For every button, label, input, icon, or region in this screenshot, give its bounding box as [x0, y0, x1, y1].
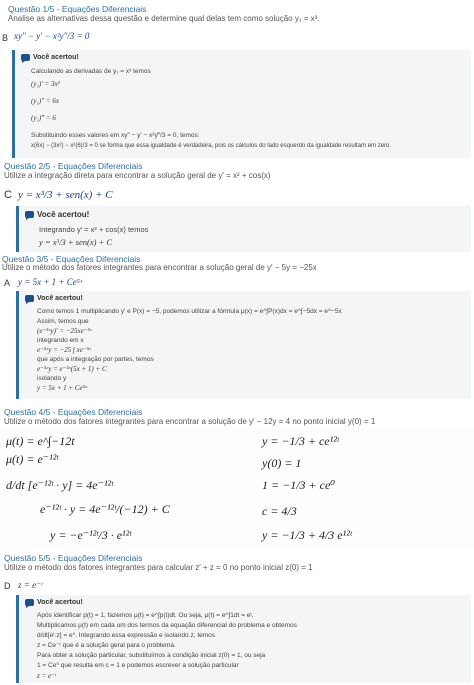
q3-fb-line: y = 5x + 1 + Ce⁵ˣ [37, 384, 88, 392]
q5-fb-line: Multiplicamos μ(t) em cada um dos termos da equação diferencial do problema e obtemos [37, 622, 297, 629]
hand-right-line: y = −1/3 + 4/3 e¹²ᵗ [262, 528, 352, 542]
q5-feedback-title: Você acertou! [37, 599, 83, 606]
q5-fb-line: z = e⁻ᵗ [37, 672, 56, 680]
q2-fb-line: y = x³/3 + sen(x) + C [39, 237, 113, 247]
q2-feedback-title: Você acertou! [37, 210, 90, 219]
q2-text: Utilize a integração direta para encontrar a solução geral de y′ = x² + cos(x) [4, 171, 271, 180]
q1-feedback-body [31, 66, 467, 152]
q1-answer[interactable]: xy″ − y′ − x²y″/3 = 0 [14, 31, 90, 41]
q2-fb-line: Integrando y′ = x² + cos(x) temos [39, 225, 149, 234]
q1-feedback-title: Você acertou! [33, 54, 79, 61]
q5-text: Utilize o método dos fatores integrantes para calcular z′ + z = 0 no ponto inicial z(0) = 1 [4, 563, 313, 572]
q5-fb-line: Após identificar p(t) = 1, fazemos μ(t) = e^∫p(t)dt. Ou seja, μ(t) = e^∫1dt = eᵗ. [37, 612, 254, 619]
q5-fb-line: z = Ce⁻ᵗ que é a solução geral para o problema. [37, 642, 176, 649]
hand-right-line: y = −1/3 + ce¹²ᵗ [262, 434, 339, 448]
q3-fb-line: Como temos 1 multiplicando y′ e P(x) = −5, podemos utilizar a fórmula μ(x) = e^∫P(x)dx = e^∫−5dx = e^−5x [37, 308, 342, 315]
hand-right-line: c = 4/3 [262, 504, 297, 518]
q3-fb-line: e⁻⁵ˣy = −25 ∫ xe⁻⁵ˣ [37, 346, 92, 354]
q3-fb-line: (e⁻⁵ˣy)′ = −25xe⁻⁵ˣ [37, 327, 92, 335]
q1-fb-line: Substituindo esses valores em xy″ − y′ − x²y‴/3 = 0, temos: [31, 132, 200, 139]
q2-title: Questão 2/5 - Equações Diferenciais [4, 161, 143, 171]
q5-fb-line: Para obter a solução particular, substituímos a condição inicial z(0) = 1, ou seja [37, 652, 266, 659]
q1-text: Analise as alternativas dessa questão e determine qual delas tem como solução y₁ = x³. [8, 14, 320, 23]
q1-fb-line: (y₁)′ = 3x² [31, 80, 60, 88]
q5-feedback-body [37, 611, 467, 681]
hand-right-line: y(0) = 1 [262, 456, 302, 470]
q3-fb-line: integrando em x [37, 337, 84, 344]
q5-feedback [16, 595, 471, 683]
q1-fb-line: (y₁)″ = 6x [31, 97, 59, 105]
q2-letter[interactable]: C [4, 189, 12, 201]
q1-fb-line: (y₁)‴ = 6 [31, 114, 56, 122]
q3-feedback [16, 291, 471, 399]
hand-right-line: 1 = −1/3 + ce⁰ [262, 478, 336, 492]
speech-bubble-icon [25, 295, 34, 302]
q3-feedback-header [25, 295, 83, 302]
hand-left-line: y = −e⁻¹²ᵗ/3 · e¹²ᵗ [50, 528, 132, 542]
hand-left-line: d/dt [e⁻¹²ᵗ · y] = 4e⁻¹²ᵗ [6, 478, 114, 492]
q3-title: Questão 3/5 - Equações Diferenciais [2, 254, 141, 264]
q3-fb-line: que após a integração por partes, temos [37, 356, 154, 363]
q1-title: Questão 1/5 - Equações Diferenciais [8, 4, 147, 14]
q5-letter[interactable]: D [4, 581, 11, 591]
q3-fb-line: Assim, temos que [37, 318, 89, 325]
q3-fb-line: e⁻⁵ˣy = e⁻⁵ˣ(5x + 1) + C [37, 365, 107, 373]
q4-title: Questão 4/5 - Equações Diferenciais [4, 407, 143, 417]
q5-answer[interactable]: z = e⁻ᵗ [18, 580, 43, 590]
hand-left-line: μ(t) = e^∫−12t [6, 434, 75, 448]
hand-left-line: e⁻¹²ᵗ · y = 4e⁻¹²ᵗ/(−12) + C [40, 502, 170, 516]
q2-feedback-header [25, 210, 89, 219]
q5-title: Questão 5/5 - Equações Diferenciais [4, 553, 143, 563]
q4-text: Utilize o método dos fatores integrantes para encontrar a solução de y′ − 12y = 4 no ponto inicial y(0) = 1 [4, 417, 376, 426]
q2-feedback [16, 206, 471, 252]
q1-letter[interactable]: B [2, 33, 9, 43]
q5-feedback-header [25, 599, 83, 606]
q3-feedback-title: Você acertou! [37, 295, 83, 302]
q3-fb-line: isolando y [37, 375, 67, 382]
speech-bubble-icon [21, 54, 30, 61]
q1-feedback [12, 50, 471, 158]
q5-fb-line: d/dt[eᵗ.z] = e⁰. Integrando essa expressão e isolando z, temos [37, 632, 216, 639]
q1-fb-line: x(6x) − (3x²) − x²(6)/3 = 0 se forma que essa igualdade é verdadeira, pois os cálculos do lado esquerdo da igualdade resultam em zero. [31, 143, 392, 149]
q2-feedback-body [39, 224, 148, 248]
hand-left-line: μ(t) = e⁻¹²ᵗ [6, 452, 59, 466]
q5-fb-line: 1 = Ce⁰ que resulta em c = 1 e podemos escrever a solução particular [37, 662, 239, 669]
q3-answer[interactable]: y = 5x + 1 + Ce⁵ˣ [18, 277, 83, 287]
q2-answer[interactable]: y = x³/3 + sen(x) + C [18, 189, 113, 201]
q3-text: Utilize o método dos fatores integrantes para encontrar a solução geral de y′ − 5y = −25x [2, 263, 317, 272]
q1-feedback-header [21, 54, 79, 61]
speech-bubble-icon [25, 211, 34, 218]
q3-letter[interactable]: A [4, 278, 11, 288]
q3-feedback-body [37, 307, 467, 393]
q1-fb-line: Calculando as derivadas de y₁ = x³ temos [31, 68, 151, 75]
handwritten-solution [0, 428, 474, 548]
speech-bubble-icon [25, 599, 34, 606]
